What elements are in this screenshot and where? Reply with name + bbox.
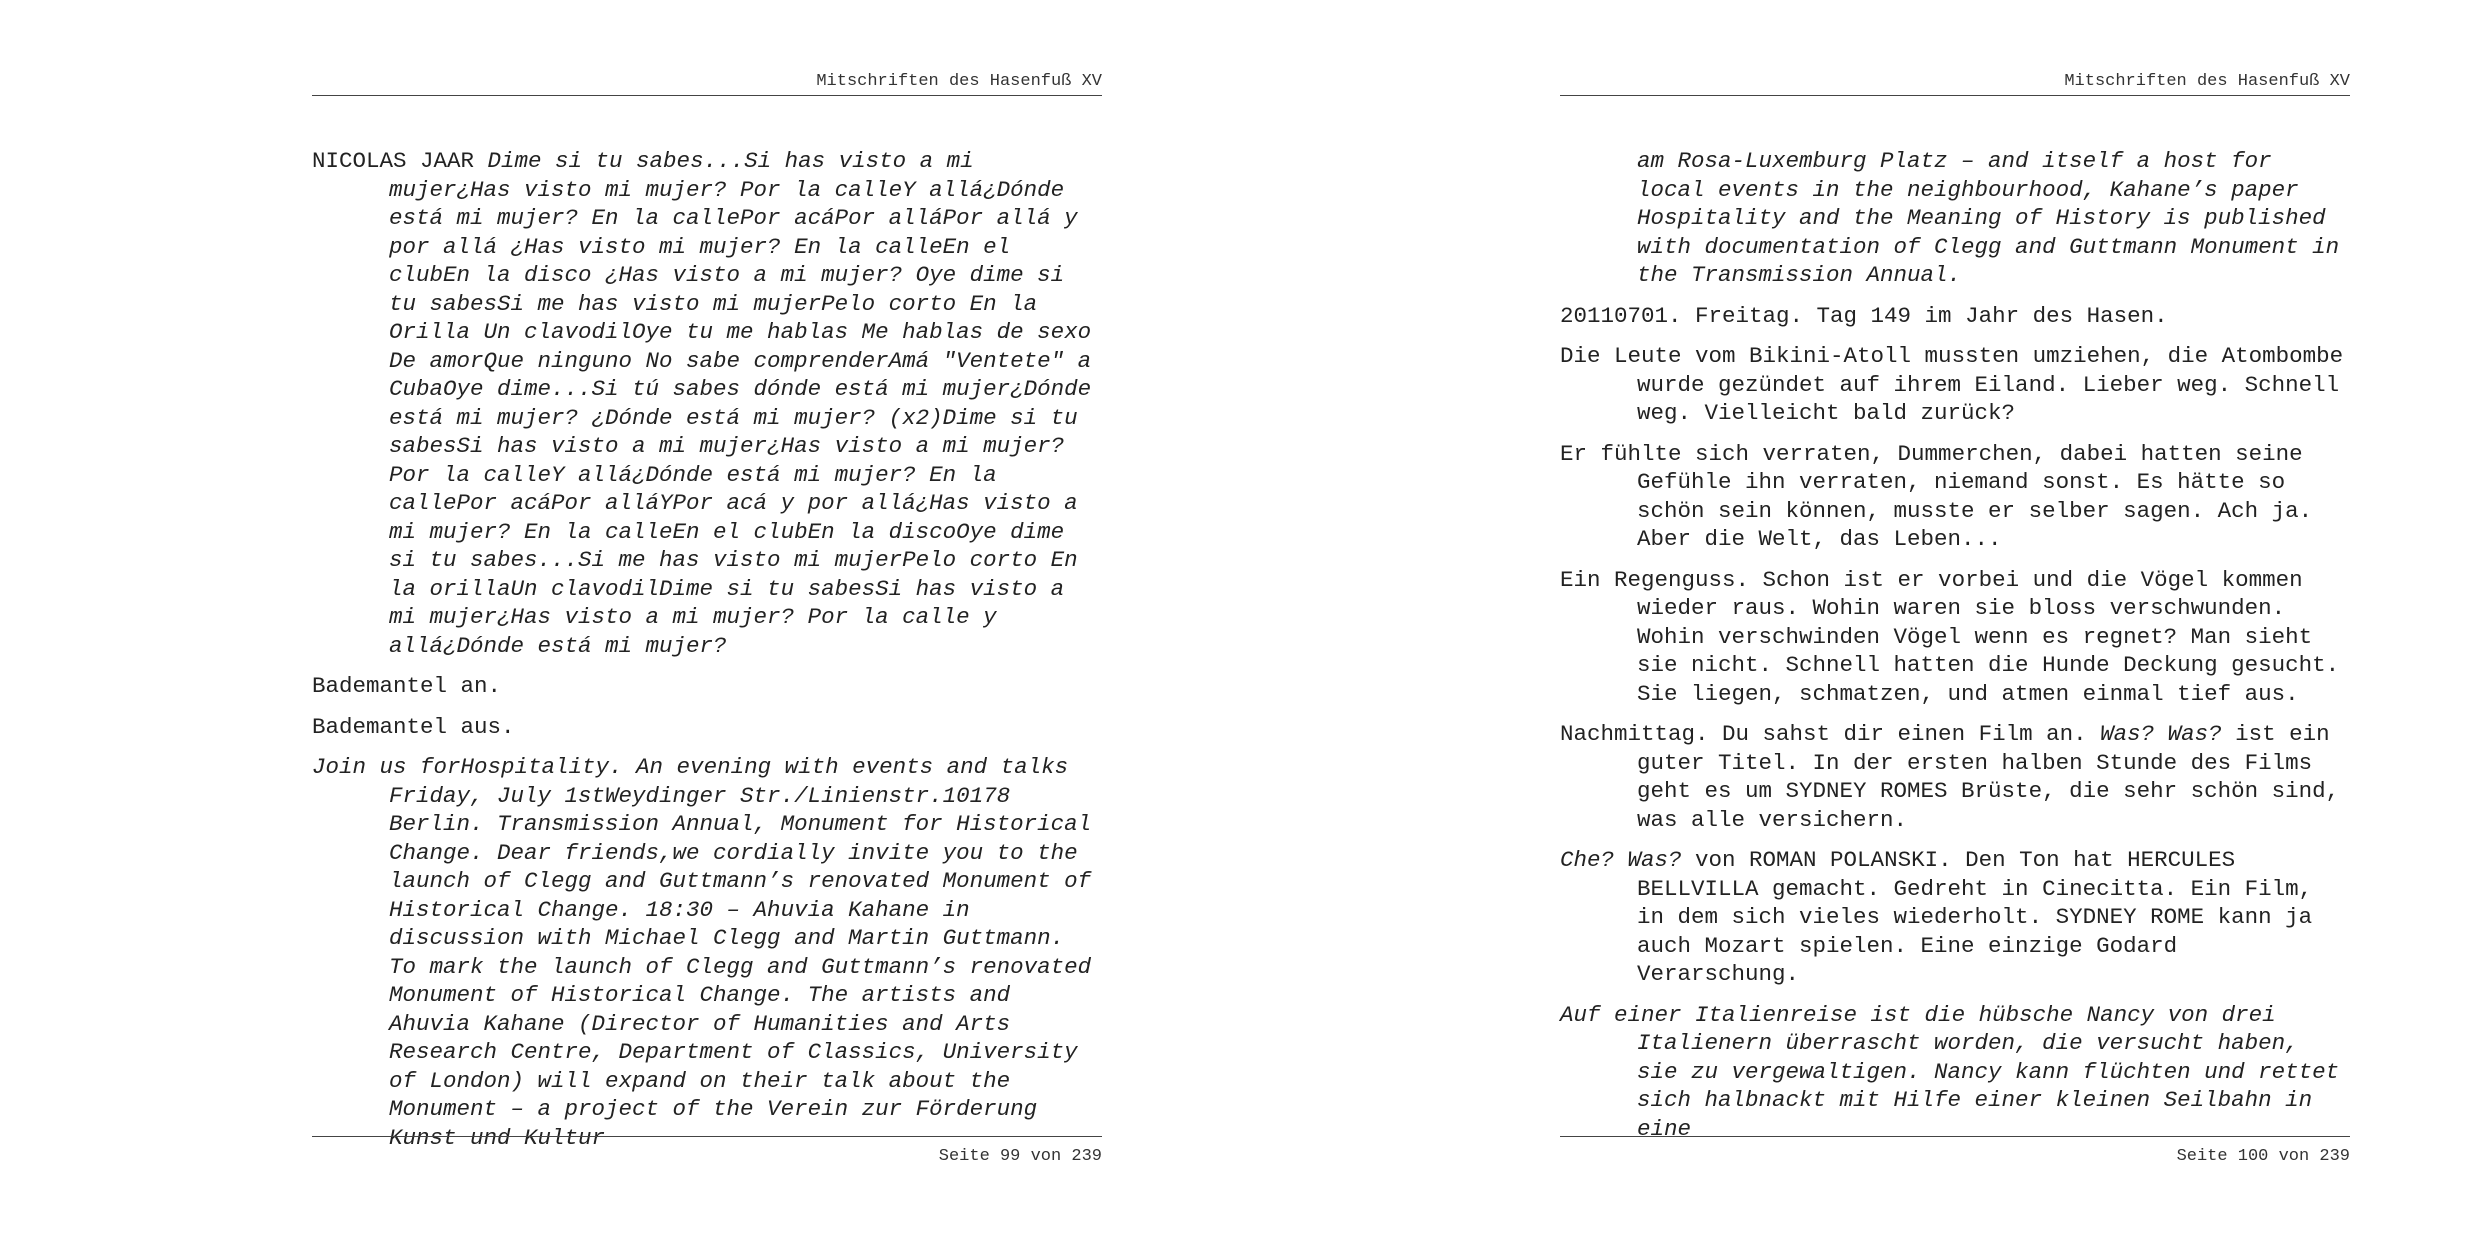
paragraph-lyrics [312,147,1102,660]
paragraph: Bademantel aus. [312,713,515,740]
text-run: von ROMAN POLANSKI. Den Ton hat HERCULES BELLVILLA gemacht. Gedreht in Cinecitta. Ein Film, in dem sich vieles wiederholt. SYDNEY ROME kann ja auch Mozart spielen. Eine einzige Godard Verarschung. [1637,847,2313,987]
artist-name: NICOLAS JAAR [312,148,488,174]
paragraph-date: 20110701. Freitag. Tag 149 im Jahr des Hasen. [1560,302,2168,329]
page-header: Mitschriften des Hasenfuß XV [1560,72,2350,96]
right-page [1560,0,2350,1240]
film-title: Che? Was? [1560,847,1682,873]
paragraph: Ein Regenguss. Schon ist er vorbei und die Vögel kommen wieder raus. Wohin waren sie bloss verschwunden. Wohin verschwinden Vögel wenn es regnet? Man sieht sie nicht. Schnell hatten die Hunde Deckung gesucht. Sie liegen, schmatzen, und atmen einmal tief aus. [1560,566,2340,707]
page-footer: Seite 99 von 239 [312,1136,1102,1166]
left-page [312,0,1102,1240]
paragraph-invitation: Join us forHospitality. An evening with events and talks Friday, July 1stWeydinger Str./Linienstr.10178 Berlin. Transmission Annual, Monument for Historical Change. Dear friends,we cordially invite you to the launch of Clegg and Guttmann’s renovated Monument of Historical Change. 18:30 – Ahuvia Kahane in discussion with Michael Clegg and Martin Guttmann. To mark the launch of Clegg and Guttmann’s renovated Monument of Historical Change. The artists and Ahuvia Kahane (Director of Humanities and Arts Research Centre, Department of Classics, University of London) will expand on their talk about the Monument – a project of the Verein zur Förderung Kunst und Kultur [312,754,1092,1151]
text-run: ist ein guter Titel. In der ersten halben Stunde des Films geht es um SYDNEY ROMES Brüste, die sehr schön sind, was alle versichern. [1637,721,2340,833]
paragraph: Bademantel an. [312,673,502,699]
text-run: Nachmittag. Du sahst dir einen Film an. [1560,721,2101,747]
page-header: Mitschriften des Hasenfuß XV [312,72,1102,96]
page-content [312,147,1102,1164]
paragraph-continued: am Rosa-Luxemburg Platz – and itself a host for local events in the neighbourhood, Kahane’s paper Hospitality and the Meaning of History is published with documentation of Clegg and Guttmann Monument in the Transmission Annual. [1637,148,2340,288]
paragraph-film [1560,720,2350,834]
film-title: Was? Was? [2100,721,2222,747]
paragraph: Die Leute vom Bikini-Atoll mussten umziehen, die Atombombe wurde gezündet auf ihrem Eiland. Lieber weg. Schnell weg. Vielleicht bald zurück? [1560,343,2344,426]
paragraph-film-credits [1560,846,2350,989]
page-content [1560,147,2350,1155]
paragraph: Er fühlte sich verraten, Dummerchen, dabei hatten seine Gefühle ihn verraten, niemand sonst. Es hätte so schön sein können, musste er selber sagen. Ach ja. Aber die Welt, das Leben... [1560,440,2313,552]
page-footer: Seite 100 von 239 [1560,1136,2350,1166]
paragraph-synopsis: Auf einer Italienreise ist die hübsche Nancy von drei Italienern überrascht worden, die versucht haben, sie zu vergewaltigen. Nancy kann flüchten und rettet sich halbnackt mit Hilfe einer kleinen Seilbahn in eine [1560,1001,2340,1142]
lyrics-text: Dime si tu sabes...Si has visto a mi mujer¿Has visto mi mujer? Por la calleY allá¿Dónde está mi mujer? En la callePor acáPor alláPor allá y por allá ¿Has visto mi mujer? En la calleEn el clubEn la disco ¿Has visto a mi mujer? Oye dime si tu sabesSi me has visto mi mujerPelo corto En la Orilla Un clavodilOye tu me hablas Me hablas de sexo De amorQue ninguno No sabe comprenderAmá "Ventete" a CubaOye dime...Si tú sabes dónde está mi mujer¿Dónde está mi mujer? ¿Dónde está mi mujer? (x2)Dime si tu sabesSi has visto a mi mujer¿Has visto a mi mujer? Por la calleY allá¿Dónde está mi mujer? En la callePor acáPor alláYPor acá y por allá¿Has visto a mi mujer? En la calleEn el clubEn la discoOye dime si tu sabes...Si me has visto mi mujerPelo corto En la orillaUn clavodilDime si tu sabesSi has visto a mi mujer¿Has visto a mi mujer? Por la calle y allá¿Dónde está mi mujer? [389,148,1092,659]
